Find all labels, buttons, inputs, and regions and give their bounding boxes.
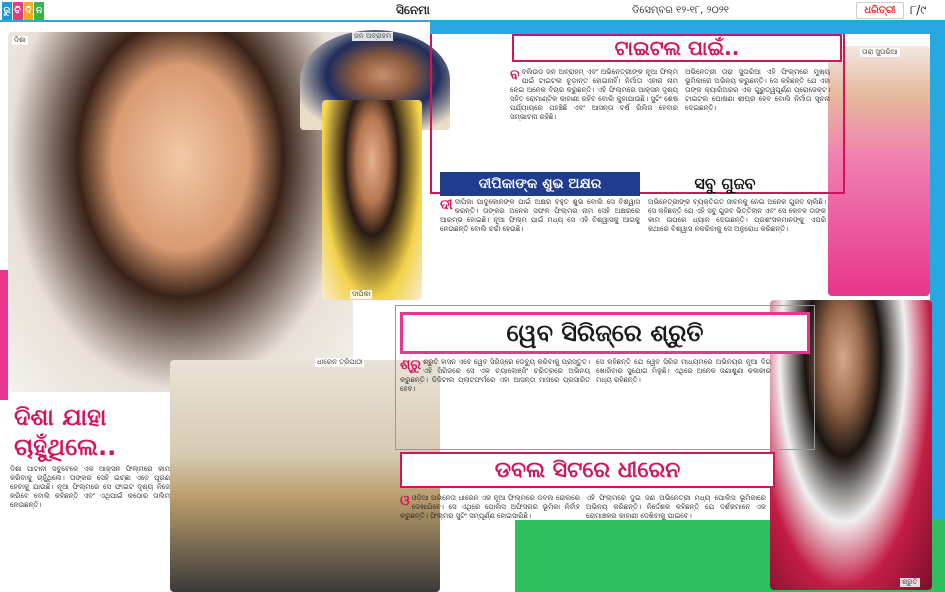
dropcap: ଓ xyxy=(400,494,410,509)
caption-dhiren: ଧୀରେନ ତ୍ରିପାଠୀ xyxy=(317,358,363,366)
caption-deepika: ଦୀପିକା xyxy=(352,290,371,298)
logo-letter-2: ଚି xyxy=(13,2,23,20)
article-double-text-a: ଓଡ଼ିଆ ଅଭିନେତା ଧୀରେନ ଏକ ନୂଆ ଫିଲ୍ମରେ ଡବଲ ରୋଲରେ ଦେଖାଯିବେ। ସେ ଏଥିରେ ପୋଲିସ ଅଫିସରର ଭୂମିକା ନିର୍ବାହ କରୁଛନ୍ତି। ଫିଲ୍ମର ସୁଟିଂ ସମ୍ପୂର୍ଣ୍ଣ ହୋଇସାରିଛି। xyxy=(400,494,580,520)
article-sabu: ଅଭିନେତ୍ରୀଙ୍କ ବ୍ୟକ୍ତିଗତ ଜୀବନକୁ ନେଇ ଅନେକ ଗୁଜବ ଚାଲିଛି। ସେ କହିଛନ୍ତି ଯେ ଏହି ସବୁ ଗୁଜବ ଭିତ୍ତିହୀନ ଏବଂ ସେ କେବଳ ତାଙ୍କ କାମ ଉପରେ ଧ୍ୟାନ ଦେଉଛନ୍ତି। ପ୍ରଶଂସକମାନଙ୍କୁ ଏପରି କଥାରେ ବିଶ୍ୱାସ ନକରିବାକୁ ସେ ଅନୁରୋଧ କରିଛନ୍ତି। xyxy=(648,198,826,233)
page-header xyxy=(0,0,945,22)
decorative-stripe-right xyxy=(930,22,945,592)
article-title-col-a xyxy=(510,68,678,168)
headline-deepika: ଦୀପିକାଙ୍କ ଶୁଭ ଅକ୍ଷର xyxy=(440,172,640,196)
article-web-text-a: ଶ୍ରୁତି ହାସନ ଏବେ ୱେବ ସିରିଜ୍‌ରେ ଡେବ୍ୟୁ କରିବାକୁ ପ୍ରସ୍ତୁତ। ଏହି ସିରିଜରେ ସେ ଏକ ଚ୍ୟାଲେଞ୍ଜିଂ ଚରିତ୍ରରେ ଅଭିନୟ କରୁଛନ୍ତି। ଡିଜିଟାଲ ପ୍ଲାଟଫର୍ମରେ ଏହା ଆସନ୍ତା ମାସରେ ପ୍ରସାରିତ ହେବ। xyxy=(400,358,590,393)
deepika-photo xyxy=(322,100,422,300)
newspaper-brand: ଧରିତ୍ରୀ xyxy=(856,2,904,19)
decorative-stripe-top xyxy=(430,22,945,34)
article-disha: ଦିଶା ପାଟାନୀ ସବୁବେଳେ ଏକ ଆକ୍ସନ ଫିଲ୍ମରେ କାମ କରିବାକୁ ଚାହୁଁଥିଲେ। ତାଙ୍କର ସେହି ଇଚ୍ଛା ଏବେ ପୂରଣ ହେବାକୁ ଯାଉଛି। ନୂଆ ଫିଲ୍ମରେ ସେ ଫାଇଟ ଦୃଶ୍ୟ ନିଜେ କରିବେ ବୋଲି କହିଛନ୍ତି ଏବଂ ଏଥିପାଇଁ କଠୋର ତାଲିମ ନେଉଛନ୍ତି। xyxy=(10,465,170,509)
dropcap: ଦୀ xyxy=(440,198,453,213)
dropcap: ବ xyxy=(510,68,520,83)
headline-sabu: ସବୁ ଗୁଜବ xyxy=(694,174,756,193)
issue-date: ଡିସେମ୍ବର ୧୨-୧୮, ୨୦୨୧ xyxy=(632,5,729,16)
headline-disha: ଦିଶା ଯାହା ଚାହୁଁଥିଲେ.. xyxy=(10,400,160,464)
headline-title: ଟାଇଟଲ ପାଇଁ.. xyxy=(512,34,842,62)
ruchi-dina-logo xyxy=(0,0,46,22)
dropcap: ଶ୍ରୁ xyxy=(400,358,422,373)
article-web-col-a xyxy=(400,358,590,444)
caption-john: ଜନ ଅବ୍ରାହମ xyxy=(354,32,392,40)
caption-shruti: ଶ୍ରୁତି xyxy=(902,578,918,586)
article-web-col-b: ସେ କହିଛନ୍ତି ଯେ ୱେବ ସିରିଜ ମାଧ୍ୟମରେ ଅଭିନୟର ନୂଆ ଦିଗ ଖୋଜିବାର ସୁଯୋଗ ମିଳୁଛି। ଏଥିରେ ଅନେକ ଜଣାଶୁଣା କଳାକାର ମଧ୍ୟ ରହିଛନ୍ତି। xyxy=(596,358,771,384)
article-double-col-b: ଏହି ଫିଲ୍ମରେ ଦୁଇ ଜଣ ଅଭିନେତ୍ରୀ ମଧ୍ୟ ପୋଲିସ ଭୂମିକାରେ ଅଭିନୟ କରିଛନ୍ତି। ନିର୍ଦ୍ଦେଶକ କହିଛନ୍ତି ଯେ ଦର୍ଶକମାନେ ଏକ ରୋମାଞ୍ଚକର କାହାଣୀ ଦେଖିବାକୁ ପାଇବେ। xyxy=(586,494,766,520)
caption-disha: ଦିଶା xyxy=(14,36,26,44)
page-number: ୮/୯ xyxy=(910,3,927,17)
article-title-text-a: ବଲିଉଡ ଜନ ଅବ୍ରାହମ୍ ଏବଂ ଅଭିନେତ୍ରୀଙ୍କ ନୂଆ ଫିଲ୍ମ ପାଇଁ ଟାଇଟଲ ଚୂଡ଼ାନ୍ତ ହୋଇନାହିଁ। ନିର୍ମାତା ଏହାର ନାମ ନେଇ ଅନେକ ବିଚାର କରୁଛନ୍ତି। ଏହି ଫିଲ୍ମରେ ଆକ୍ସନ ଦୃଶ୍ୟ ସହିତ ରୋମାଣ୍ଟିକ କାହାଣୀ ରହିବ ବୋଲି କୁହାଯାଉଛି। ସୁଟିଂ ଶେଷ ପର୍ଯ୍ୟାୟରେ ପହଞ୍ଚିଛି ଏବଂ ଆସନ୍ତା ବର୍ଷ ରିଲିଜ ହେବାର ସମ୍ଭାବନା ରହିଛି। xyxy=(510,68,678,121)
article-deepika-text: ଦୀପିକା ପାଦୁକୋନଙ୍କ ପାଇଁ ଅକ୍ଷର ବହୁତ ଶୁଭ ବୋଲି ସେ ବିଶ୍ୱାସ କରନ୍ତି। ତାଙ୍କର ଅନେକ ସଫଳ ଫିଲ୍ମର ନାମ ସେହି ଅକ୍ଷରରେ ଆରମ୍ଭ ହୋଇଛି। ନୂଆ ଫିଲ୍ମ ପାଇଁ ମଧ୍ୟ ସେ ଏହି ବିଶ୍ୱାସକୁ ଆଗକୁ ନେଉଛନ୍ତି ବୋଲି ଚର୍ଚ୍ଚା ହେଉଛି। xyxy=(440,198,640,233)
article-double-col-a xyxy=(400,494,580,588)
section-name: ସିନେମା xyxy=(396,3,430,17)
decorative-stripe-pink xyxy=(0,270,8,400)
article-deepika xyxy=(440,198,640,298)
logo-letter-1: ରୁ xyxy=(2,2,12,20)
logo-letter-4: ନ xyxy=(34,2,44,20)
caption-tara: ତାରା ସୁତାରିଆ xyxy=(862,48,898,56)
headline-webseries: ୱେବ ସିରିଜ୍‌ରେ ଶ୍ରୁତି xyxy=(400,312,810,354)
article-title-col-b: ଅଭିନେତ୍ରୀ ତାରା ସୁତାରିଆ ଏହି ଫିଲ୍ମରେ ମୁଖ୍ୟ ଭୂମିକାରେ ଅଭିନୟ କରୁଛନ୍ତି। ସେ କହିଛନ୍ତି ଯେ ଏହା ତାଙ୍କ କ୍ୟାରିଅରର ଏକ ଗୁରୁତ୍ୱପୂର୍ଣ୍ଣ ପ୍ରୋଜେକ୍ଟ। ଟାଇଟଲ ଘୋଷଣା ଶୀଘ୍ର ହେବ ବୋଲି ନିର୍ମାତା ସୂଚନା ଦେଇଛନ୍ତି। xyxy=(685,68,830,112)
headline-double: ଡବଲ ସିଟରେ ଧୀରେନ xyxy=(400,452,775,488)
logo-letter-3: ଦି xyxy=(24,2,34,20)
